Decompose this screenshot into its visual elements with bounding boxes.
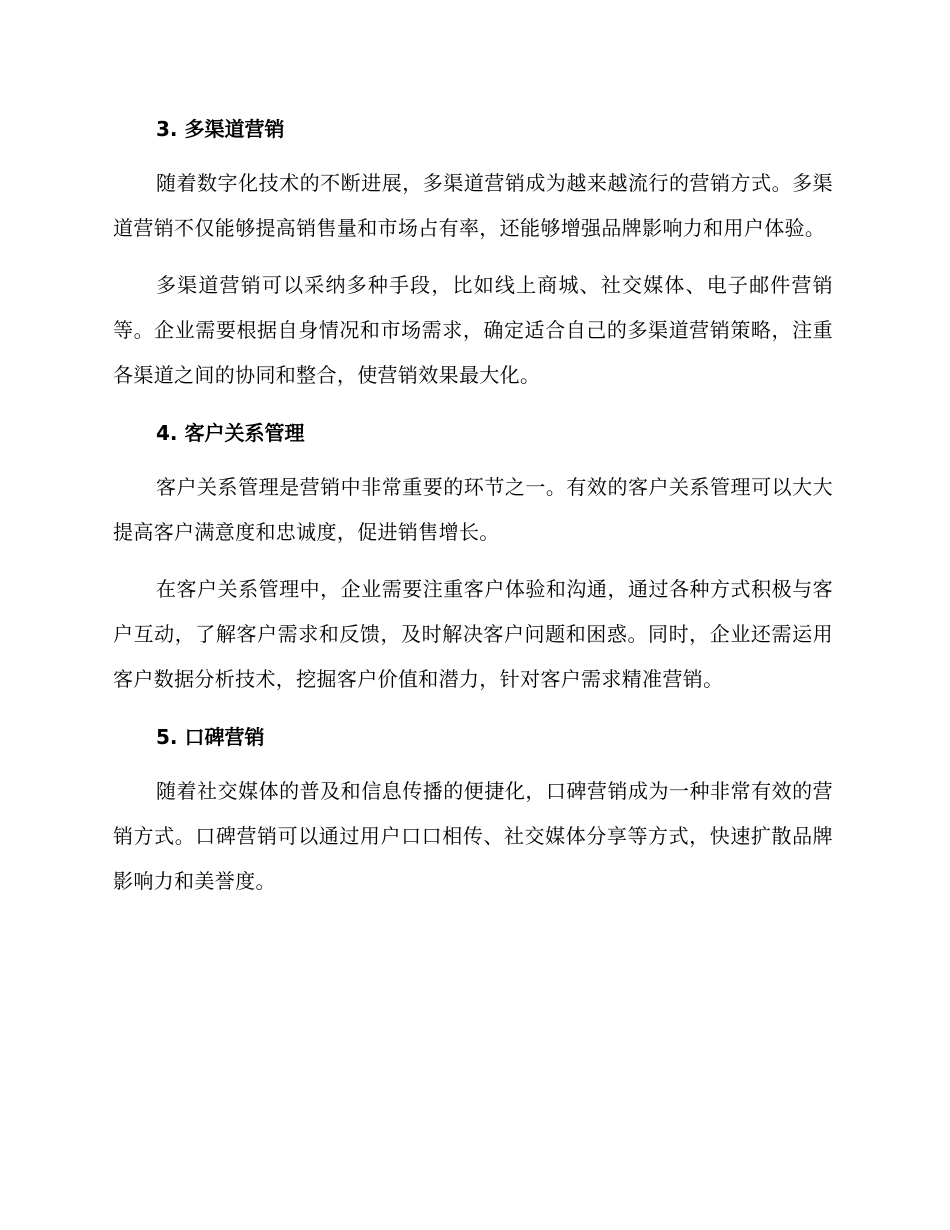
section-heading-multichannel-marketing: 3. 多渠道营销	[156, 117, 285, 141]
paragraph: 随着数字化技术的不断进展，多渠道营销成为越来越流行的营销方式。多渠道营销不仅能够提高销售量和市场占有率，还能够增强品牌影响力和用户体验。	[113, 171, 833, 240]
section-heading-customer-relationship-management: 4. 客户关系管理	[156, 421, 305, 445]
paragraph: 客户关系管理是营销中非常重要的环节之一。有效的客户关系管理可以大大提高客户满意度和忠诚度，促进销售增长。	[113, 475, 833, 544]
paragraph: 多渠道营销可以采纳多种手段，比如线上商城、社交媒体、电子邮件营销等。企业需要根据自身情况和市场需求，确定适合自己的多渠道营销策略，注重各渠道之间的协同和整合，使营销效果最大化。	[113, 273, 833, 387]
paragraph: 在客户关系管理中，企业需要注重客户体验和沟通，通过各种方式积极与客户互动，了解客户需求和反馈，及时解决客户问题和困惑。同时，企业还需运用客户数据分析技术，挖掘客户价值和潜力，针对客户需求精准营销。	[113, 577, 833, 691]
document-body	[113, 106, 833, 904]
section-heading-word-of-mouth-marketing: 5. 口碑营销	[156, 725, 265, 749]
paragraph: 随着社交媒体的普及和信息传播的便捷化，口碑营销成为一种非常有效的营销方式。口碑营销可以通过用户口口相传、社交媒体分享等方式，快速扩散品牌影响力和美誉度。	[113, 779, 833, 893]
